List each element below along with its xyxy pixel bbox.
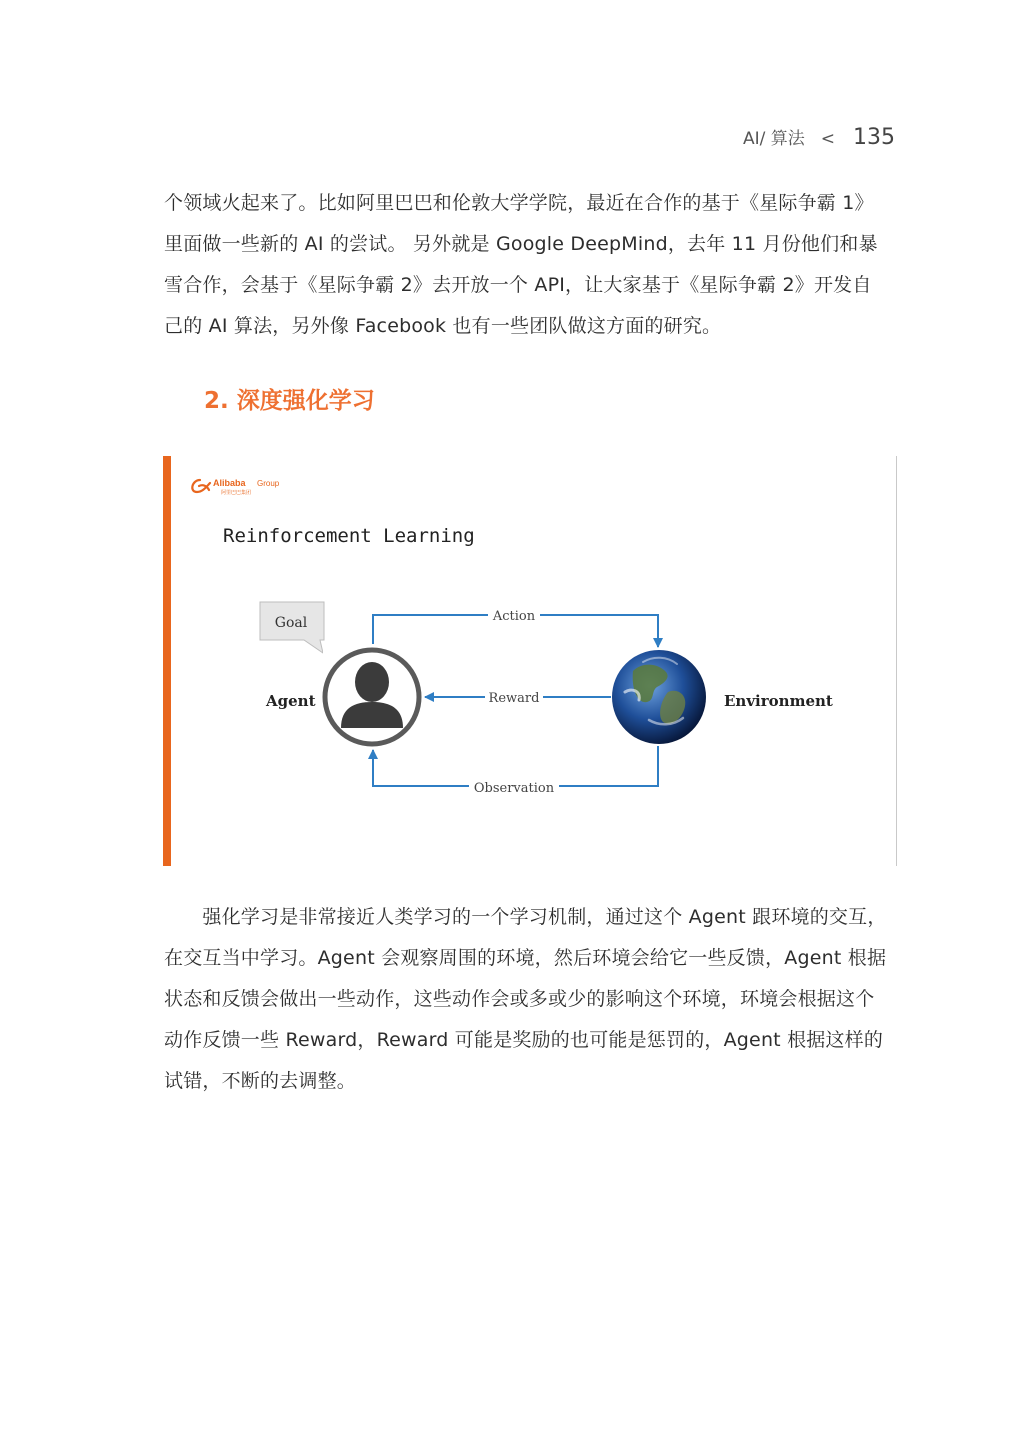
- goal-speech-bubble: [260, 602, 324, 653]
- reinforcement-learning-figure: [163, 456, 897, 866]
- running-header: [743, 124, 895, 150]
- paragraph-line: 状态和反馈会做出一些动作，这些动作会或多或少的影响这个环境，环境会根据这个: [164, 988, 875, 1010]
- header-separator: <: [820, 129, 835, 149]
- paragraph-line: 试错，不断的去调整。: [164, 1070, 357, 1092]
- reward-arrow: [425, 688, 611, 706]
- reward-label: Reward: [488, 691, 540, 706]
- paragraph-line: 雪合作，会基于《星际争霸 2》去开放一个 API，让大家基于《星际争霸 2》开发自: [164, 274, 872, 296]
- alibaba-logo: [192, 478, 279, 496]
- environment-earth-icon: [612, 650, 706, 744]
- paragraph-line: 动作反馈一些 Reward，Reward 可能是奖励的也可能是惩罚的，Agent 根据这样的: [164, 1029, 884, 1051]
- action-arrow: [373, 606, 658, 647]
- logo-sub-text: 阿里巴巴集团: [221, 490, 252, 496]
- rl-diagram: [163, 456, 897, 866]
- logo-group-text: Group: [257, 479, 280, 488]
- environment-label: Environment: [724, 692, 833, 710]
- paragraph-line: 里面做一些新的 AI 的尝试。 另外就是 Google DeepMind，去年 11 月份他们和暴: [164, 233, 878, 255]
- agent-label: Agent: [266, 692, 316, 710]
- figure-title: Reinforcement Learning: [223, 525, 475, 547]
- paragraph-line: 个领域火起来了。比如阿里巴巴和伦敦大学学院，最近在合作的基于《星际争霸 1》: [164, 192, 874, 214]
- paragraph-line: 强化学习是非常接近人类学习的一个学习机制，通过这个 Agent 跟环境的交互，: [164, 906, 887, 928]
- paragraph-line: 在交互当中学习。Agent 会观察周围的环境，然后环境会给它一些反馈，Agent 根据: [164, 947, 887, 969]
- alibaba-logo-icon: [192, 480, 210, 492]
- observation-label: Observation: [473, 781, 555, 796]
- paragraph-line: 己的 AI 算法，另外像 Facebook 也有一些团队做这方面的研究。: [164, 315, 722, 337]
- observation-arrow: [373, 746, 658, 796]
- paragraph-intro: [164, 183, 897, 347]
- paragraph-explanation: [164, 897, 897, 1102]
- goal-label: Goal: [274, 615, 308, 631]
- logo-brand-text: Alibaba: [213, 478, 246, 488]
- agent-person-icon: [323, 646, 423, 748]
- page-number: 135: [853, 125, 895, 150]
- header-section-title: AI/ 算法: [742, 129, 805, 149]
- section-heading: 2. 深度强化学习: [204, 388, 375, 414]
- action-label: Action: [492, 609, 536, 624]
